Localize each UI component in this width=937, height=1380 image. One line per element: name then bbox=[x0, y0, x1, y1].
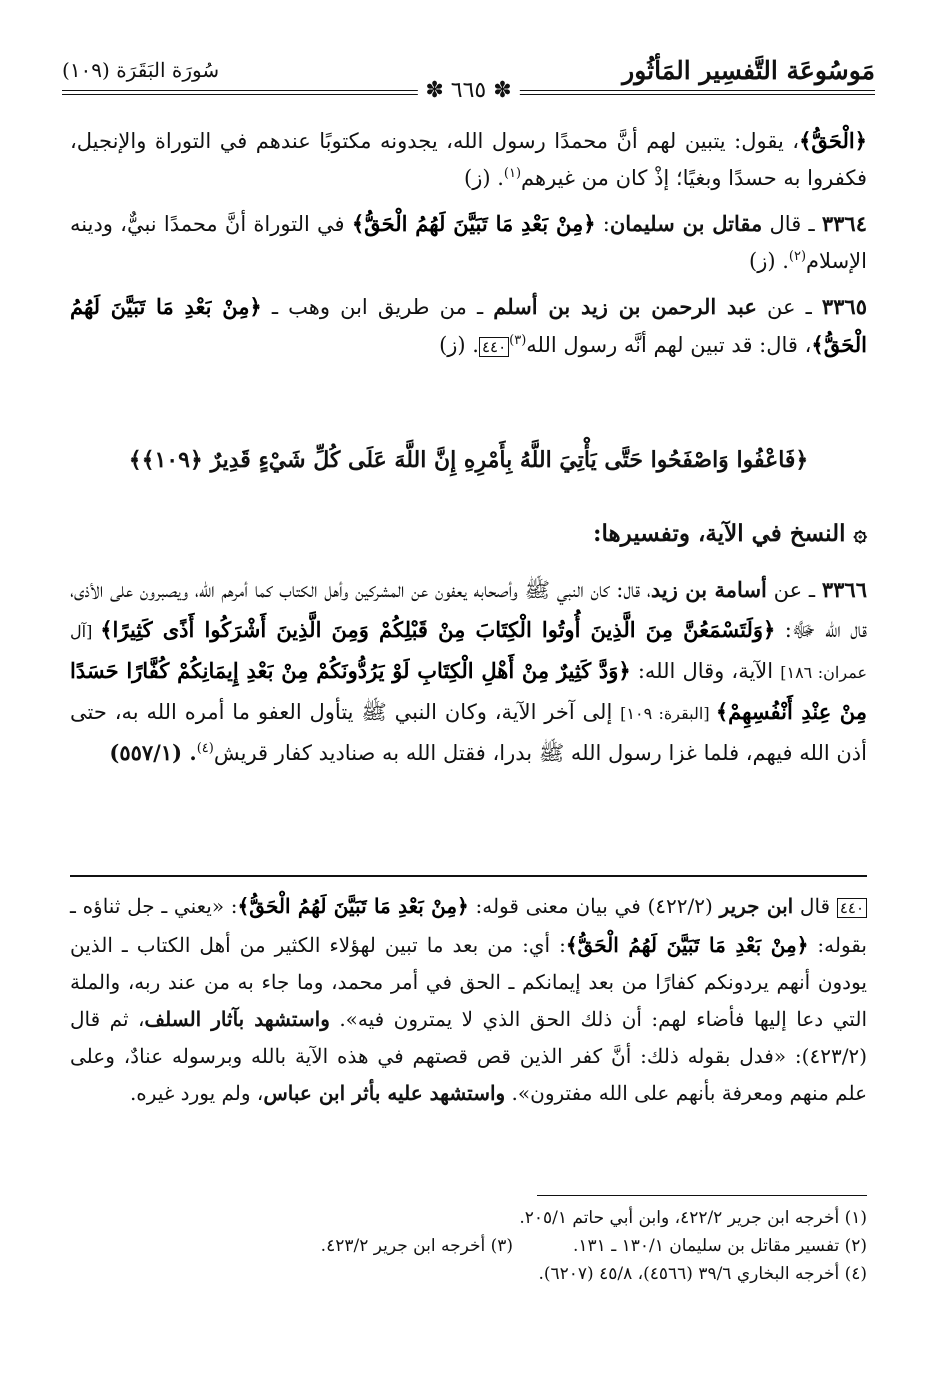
narrator-name: مقاتل بن سليمان bbox=[609, 211, 763, 236]
narration-number: ٣٣٦٦ bbox=[821, 577, 867, 602]
narrator-name: أسامة بن زيد bbox=[650, 577, 767, 602]
footnote-ref: (٢) bbox=[788, 249, 807, 264]
quran-quote: ﴿مِنْ بَعْدِ مَا تَبَيَّنَ لَهُمُ الْحَقُّ﴾ bbox=[351, 211, 596, 236]
main-text bbox=[70, 122, 867, 374]
footnote-2: (٢) تفسير مقاتل بن سليمان ١٣٠/١ ـ ١٣١. bbox=[573, 1236, 867, 1256]
quran-quote: ﴿وَلَتَسْمَعُنَّ مِنَ الَّذِينَ أُوتُوا الْكِتَابَ مِنْ قَبْلِكُمْ وَمِنَ الَّذِينَ أَشْرَكُوا أَذًى كَثِيرًا﴾ bbox=[100, 617, 776, 642]
paragraph-3364: ٣٣٦٤ ـ قال مقاتل بن سليمان: ﴿مِنْ بَعْدِ مَا تَبَيَّنَ لَهُمُ الْحَقُّ﴾ في التوراة أنَّ محمدًا نبيٌّ، ودينه الإسلام$^{(٢)}$. (ز) bbox=[70, 211, 867, 273]
paragraph-intro: ﴿الْحَقُّ﴾، يقول: يتبين لهم أنَّ محمدًا رسول الله، يجدونه مكتوبًا عندهم في التوراة والإنجيل، فكفروا به حسدًا وبغيًا؛ إذْ كان من غيرهم$^{(١)}$. (ز) bbox=[70, 128, 867, 190]
footnote-3: (٣) أخرجه ابن جرير ٤٢٣/٢. bbox=[320, 1236, 514, 1256]
quran-quote: ﴿مِنْ بَعْدِ مَا تَبَيَّنَ لَهُمُ الْحَقُّ﴾ bbox=[237, 894, 469, 918]
page-header bbox=[62, 52, 875, 102]
footnote-4: (٤) أخرجه البخاري ٣٩/٦ (٤٥٦٦)، ٤٥/٨ (٦٢٠٧). bbox=[538, 1264, 867, 1284]
section-star-icon: ۞ bbox=[853, 520, 867, 547]
book-title: مَوسُوعَة التَّفسِير المَأثُور bbox=[622, 56, 875, 85]
paragraph-3366: ٣٣٦٦ ـ عن أسامة بن زيد، قال: كان النبي ﷺ وأصحابه يعفون عن المشركين وأهل الكتاب كما أمرهم الله، ويصبرون على الأذى، قال الله ﷻ: ﴿وَلَتَسْمَعُنَّ مِنَ الَّذِينَ أُوتُوا الْكِتَابَ مِنْ قَبْلِكُمْ وَمِنَ الَّذِينَ أَشْرَكُوا أَذًى كَثِيرًا﴾ [آل عمران: ١٨٦] الآية، وقال الله: ﴿وَدَّ كَثِيرٌ مِنْ أَهْلِ الْكِتَابِ لَوْ يَرُدُّونَكُمْ مِنْ بَعْدِ إِيمَانِكُمْ كُفَّارًا حَسَدًا مِنْ عِنْدِ أَنْفُسِهِمْ﴾ [البقرة: ١٠٩] إلى آخر الآية، وكان النبي ﷺ يتأول العفو ما أمره الله به، حتى أذن الله فيهم، فلما غزا رسول الله ﷺ بدرا، فقتل الله به صناديد كفار قريش$^{(٤)}$. (٥٥٧/١) bbox=[70, 577, 868, 765]
narrator-name: عبد الرحمن بن زيد بن أسلم bbox=[493, 294, 757, 319]
surah-reference: [البقرة: ١٠٩] bbox=[620, 704, 716, 723]
paragraph-3365: ٣٣٦٥ ـ عن عبد الرحمن بن زيد بن أسلم ـ من طريق ابن وهب ـ ﴿مِنْ بَعْدِ مَا تَبَيَّنَ لَهُمُ الْحَقُّ﴾، قال: قد تبين لهم أنَّه رسول الله$^{(٣)}$٤٤٠. (ز) bbox=[70, 294, 867, 357]
quran-quote: ﴿الْحَقُّ﴾ bbox=[799, 128, 867, 153]
quran-quote: ﴿وَدَّ كَثِيرٌ مِنْ أَهْلِ الْكِتَابِ لَوْ يَرُدُّونَكُمْ مِنْ بَعْدِ إِيمَانِكُمْ كُفَّارًا حَسَدًا مِنْ عِنْدِ أَنْفُسِهِمْ﴾ bbox=[70, 658, 867, 724]
quran-quote: ﴿مِنْ بَعْدِ مَا تَبَيَّنَ لَهُمُ الْحَقُّ﴾ bbox=[565, 933, 809, 957]
footnote-rule bbox=[537, 1195, 867, 1196]
narration-number: ٣٣٦٥ bbox=[821, 294, 867, 319]
ayah-verse: ﴿فَاعْفُوا وَاصْفَحُوا حَتَّى يَأْتِيَ اللَّهُ بِأَمْرِهِ إِنَّ اللَّهَ عَلَى كُلِّ شَيْءٍ قَدِيرٌ ﴿١٠٩﴾﴾ bbox=[128, 447, 809, 473]
footnotes bbox=[70, 1204, 867, 1288]
page-number: ✽ ٦٦٥ ✽ bbox=[417, 78, 519, 103]
footnote-ref: (١) bbox=[503, 166, 522, 181]
commentary-ref-box: ٤٤٠ bbox=[479, 337, 509, 357]
commentary-divider bbox=[70, 875, 867, 877]
footnote-1: (١) أخرجه ابن جرير ٤٢٢/٢، وابن أبي حاتم ٢٠٥/١. bbox=[519, 1208, 867, 1228]
commentary-block: ٤٤٠ قال ابن جرير (٤٢٢/٢) في بيان معنى قوله: ﴿مِنْ بَعْدِ مَا تَبَيَّنَ لَهُمُ الْحَقُّ﴾: «يعني ـ جل ثناؤه ـ بقوله: ﴿مِنْ بَعْدِ مَا تَبَيَّنَ لَهُمُ الْحَقُّ﴾: أي: من بعد ما تبين لهؤلاء الكثير من أهل الكتاب ـ الذين يودون أنهم يردونكم كفارًا من بعد إيمانكم ـ الحق في أمر محمد، وما جاء به من عند ربه، والملة التي دعا إليها فأضاء لهم: أن ذلك الحق الذي لا يمترون فيه». واستشهد بآثار السلف، ثم قال (٤٢٣/٢): «فدل بقوله ذلك: أنَّ كفر الذين قص قصتهم في هذه الآية بالله وبرسوله عنادٌ، وعلى علم منهم ومعرفة بأنهم على الله مفترون». واستشهد عليه بأثر ابن عباس، ولم يورد غيره. bbox=[70, 894, 867, 1105]
surah-label: سُورَة البَقَرَة (١٠٩) bbox=[62, 58, 220, 82]
scholar-name: ابن جرير bbox=[719, 894, 794, 918]
section-heading: ۞النسخ في الآية، وتفسيرها: bbox=[593, 520, 867, 547]
footnote-ref: (٣) bbox=[509, 333, 527, 348]
quran-quote: ﴿مِنْ بَعْدِ مَا تَبَيَّنَ لَهُمُ الْحَقُّ﴾ bbox=[70, 294, 867, 357]
footnote-ref: (٤) bbox=[196, 741, 214, 756]
surah-reference: [آل عمران: ١٨٦] bbox=[70, 622, 868, 682]
narration-number: ٣٣٦٤ bbox=[821, 211, 867, 236]
commentary-ref-box: ٤٤٠ bbox=[837, 898, 867, 918]
